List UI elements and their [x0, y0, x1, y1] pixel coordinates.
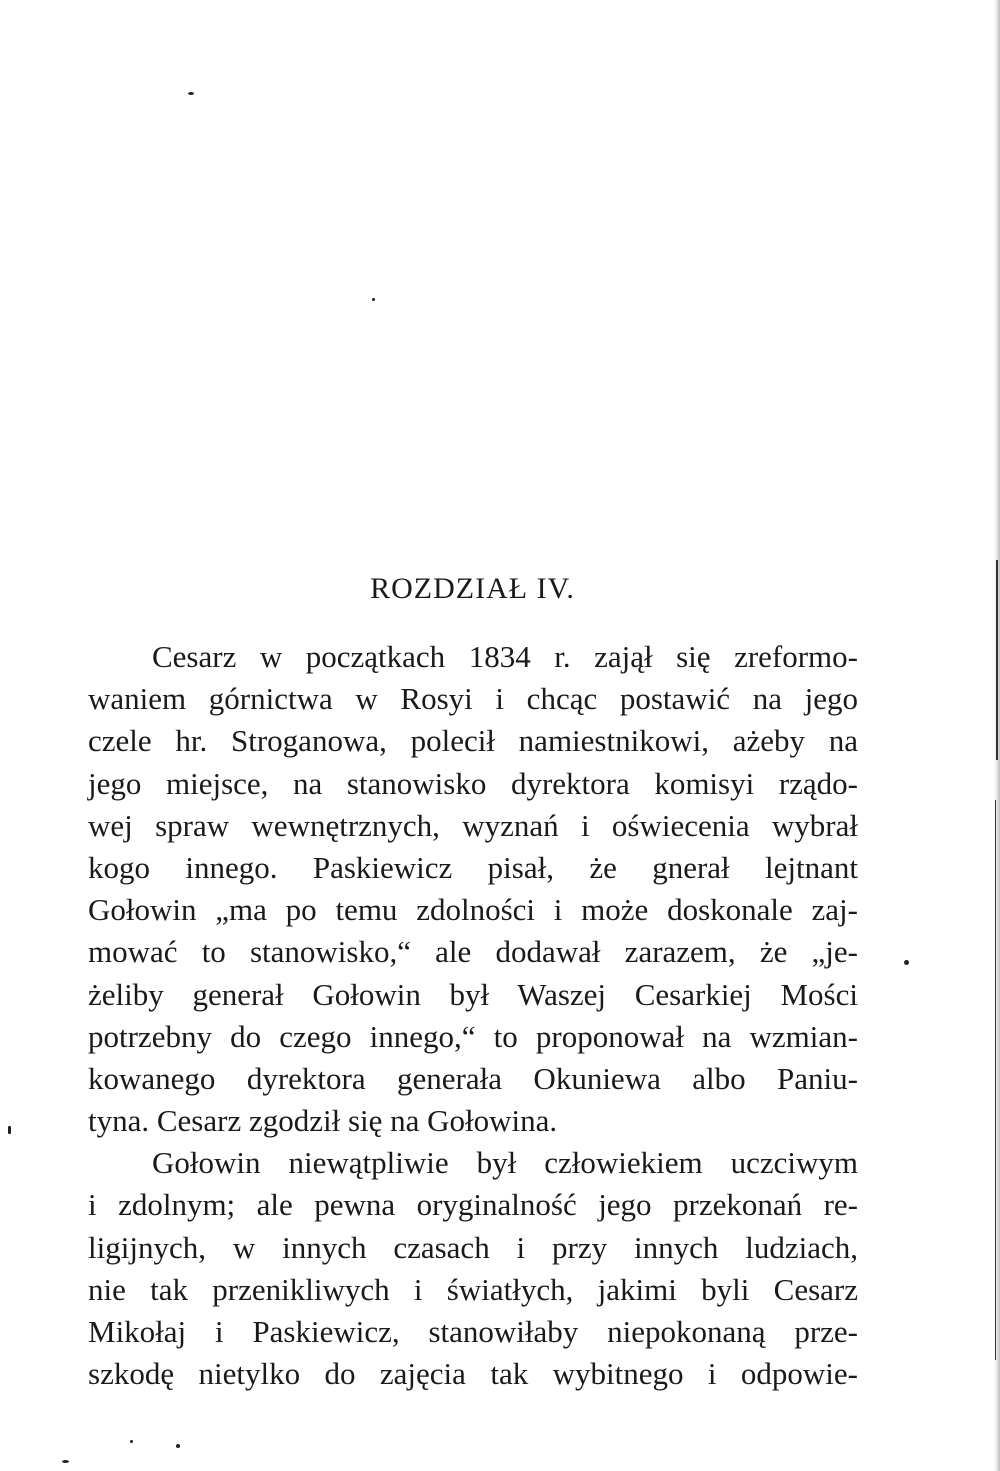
text-line: ligijnych, w innych czasach i przy innych ludziach,: [88, 1229, 858, 1265]
text-line: żeliby generał Gołowin był Waszej Cesarkiej Mości: [88, 976, 858, 1012]
paragraph-1: [88, 636, 858, 1142]
chapter-body: [88, 636, 858, 1395]
page-edge-mark: [995, 800, 996, 1360]
scan-speck: [176, 1444, 180, 1448]
text-line: jego miejsce, na stanowisko dyrektora komisyi rządo-: [88, 765, 858, 801]
text-line: Mikołaj i Paskiewicz, stanowiłaby niepokonaną prze-: [88, 1314, 858, 1349]
scan-speck: [372, 298, 375, 301]
text-line: Gołowin „ma po temu zdolności i może doskonale zaj-: [88, 892, 858, 928]
text-line: waniem górnictwa w Rosyi i chcąc postawić na jego: [88, 681, 858, 717]
text-line: mować to stanowisko,“ ale dodawał zarazem, że „je-: [88, 934, 858, 970]
text-line: potrzebny do czego innego,“ to proponował na wzmian-: [88, 1018, 858, 1054]
scan-speck: [62, 1460, 69, 1463]
scan-speck: [8, 1126, 11, 1134]
text-line: nie tak przenikliwych i światłych, jakimi byli Cesarz: [88, 1271, 858, 1307]
text-line: czele hr. Stroganowa, polecił namiestnikowi, ażeby na: [88, 723, 858, 759]
text-line: i zdolnym; ale pewna oryginalność jego przekonań re-: [88, 1187, 858, 1223]
text-line: kowanego dyrektora generała Okuniewa albo Paniu-: [88, 1060, 858, 1096]
text-line: szkodę nietylko do zajęcia tak wybitnego i odpowie-: [88, 1356, 858, 1392]
text-line: kogo innego. Paskiewicz pisał, że gnerał lejtnant: [88, 849, 858, 885]
page-edge-mark: [996, 560, 998, 760]
text-line: wej spraw wewnętrznych, wyznań i oświecenia wybrał: [88, 807, 858, 843]
scan-speck: [130, 1440, 133, 1443]
chapter-heading: ROZDZIAŁ IV.: [370, 572, 575, 605]
scan-speck: [188, 92, 194, 95]
text-line: Gołowin niewątpliwie był człowiekiem uczciwym: [152, 1145, 858, 1181]
paragraph-2: [88, 1142, 858, 1395]
text-line: tyna. Cesarz zgodził się na Gołowina.: [88, 1103, 558, 1139]
scan-speck: [904, 960, 909, 965]
text-line: Cesarz w początkach 1834 r. zajął się zreformo-: [152, 639, 858, 674]
